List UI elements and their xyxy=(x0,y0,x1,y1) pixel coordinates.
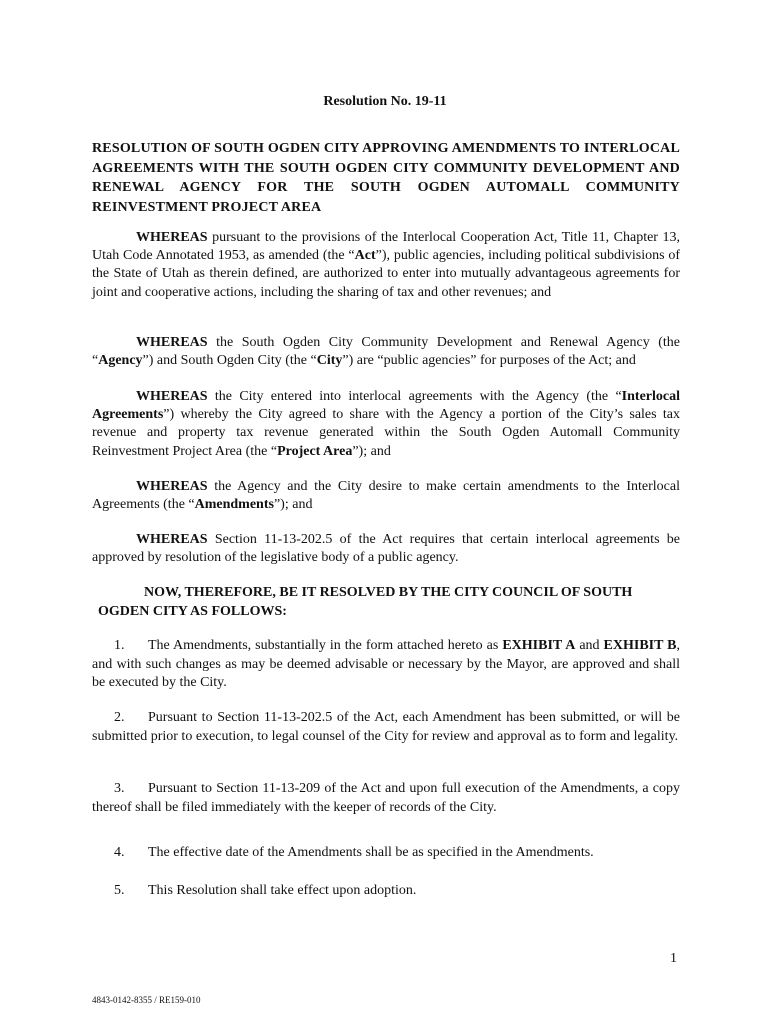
whereas-label: WHEREAS xyxy=(136,479,208,494)
paragraph-text: ”) and South Ogden City (the “ xyxy=(142,353,317,369)
whereas-label: WHEREAS xyxy=(136,230,208,245)
whereas-paragraph-3 xyxy=(92,388,680,461)
item-text: and xyxy=(575,638,604,653)
paragraph-text: the City entered into interlocal agreements with the Agency (the “ xyxy=(207,389,622,404)
paragraph-text: the Agency and the City desire to make certain amendments to the Interlocal Agreements (the “ xyxy=(92,479,680,513)
resolution-heading: RESOLUTION OF SOUTH OGDEN CITY APPROVING AMENDMENTS TO INTERLOCAL AGREEMENTS WITH THE SOUTH OGDEN CITY COMMUNITY DEVELOPMENT AND RENEWAL AGENCY FOR THE SOUTH OGDEN AUTOMALL COMMUNITY REINVESTMENT PROJECT AREA xyxy=(92,141,680,215)
resolution-item-5 xyxy=(114,883,416,899)
whereas-paragraph-5 xyxy=(92,531,680,567)
resolution-item-3 xyxy=(92,780,680,817)
paragraph-text: ”), public agencies, including political subdivisions of the State of Utah as therein defined, are authorized to enter into mutually advantageous agreements for joint and cooperative actions, including the sharing of tax and other revenues; and xyxy=(92,248,681,300)
defined-term: Agency xyxy=(98,353,143,369)
paragraph-text: ”); and xyxy=(273,497,313,513)
paragraph-text: pursuant to the provisions of the Interlocal Cooperation Act, Title 11, Chapter 13, Utah Code Annotated 1953, as amended (the “ xyxy=(92,230,680,264)
whereas-label: WHEREAS xyxy=(136,532,208,547)
page-number: 1 xyxy=(670,951,677,966)
item-number: 1. xyxy=(114,638,125,653)
defined-term: Amendments xyxy=(194,497,274,513)
item-number: 3. xyxy=(114,781,125,796)
paragraph-text: ”) are “public agencies” for purposes of the Act; and xyxy=(342,353,636,369)
item-number: 5. xyxy=(114,883,125,898)
whereas-paragraph-1 xyxy=(92,229,680,302)
resolution-item-4 xyxy=(114,845,594,861)
item-text: , and with such changes as may be deemed advisable or necessary by the Mayor, are approved and shall be executed by the City. xyxy=(92,638,681,690)
item-text: Pursuant to Section 11-13-202.5 of the Act, each Amendment has been submitted, or will be submitted prior to execution, to legal counsel of the City for review and approval as to form and legality. xyxy=(92,710,680,744)
item-text: This Resolution shall take effect upon adoption. xyxy=(148,883,417,898)
exhibit-reference: EXHIBIT B xyxy=(603,638,677,653)
defined-term: Interlocal Agreements xyxy=(92,389,680,423)
defined-term: City xyxy=(316,353,343,369)
paragraph-text: the South Ogden City Community Development and Renewal Agency (the “ xyxy=(92,335,680,369)
defined-term: Act xyxy=(354,248,376,264)
resolved-clause xyxy=(98,584,680,621)
resolution-item-1 xyxy=(92,637,680,693)
item-text: The effective date of the Amendments shall be as specified in the Amendments. xyxy=(148,845,594,860)
paragraph-text: ”); and xyxy=(352,443,391,459)
exhibit-reference: EXHIBIT A xyxy=(502,638,576,653)
whereas-label: WHEREAS xyxy=(136,335,208,350)
item-text: Pursuant to Section 11-13-209 of the Act and upon full execution of the Amendments, a copy thereof shall be filed immediately with the keeper of records of the City. xyxy=(92,781,680,815)
whereas-label: WHEREAS xyxy=(136,389,208,404)
resolved-text: NOW, THEREFORE, BE IT RESOLVED BY THE CITY COUNCIL OF SOUTH OGDEN CITY AS FOLLOWS: xyxy=(98,585,633,619)
whereas-paragraph-4 xyxy=(92,478,680,514)
item-number: 4. xyxy=(114,845,125,860)
resolution-title: Resolution No. 19-11 xyxy=(323,94,447,109)
defined-term: Project Area xyxy=(277,443,353,459)
document-id-footer: 4843-0142-8355 / RE159-010 xyxy=(92,995,201,1005)
item-text: The Amendments, substantially in the form attached hereto as xyxy=(148,638,503,653)
item-number: 2. xyxy=(114,710,125,725)
whereas-paragraph-2 xyxy=(92,334,680,370)
resolution-item-2 xyxy=(92,709,680,746)
paragraph-text: Section 11-13-202.5 of the Act requires that certain interlocal agreements be approved by resolution of the legislative body of a public agency. xyxy=(92,532,680,566)
paragraph-text: ”) whereby the City agreed to share with the Agency a portion of the City’s sales tax revenue and property tax revenue generated within the South Ogden Automall Community Reinvestment Project Area (the “ xyxy=(92,407,680,459)
